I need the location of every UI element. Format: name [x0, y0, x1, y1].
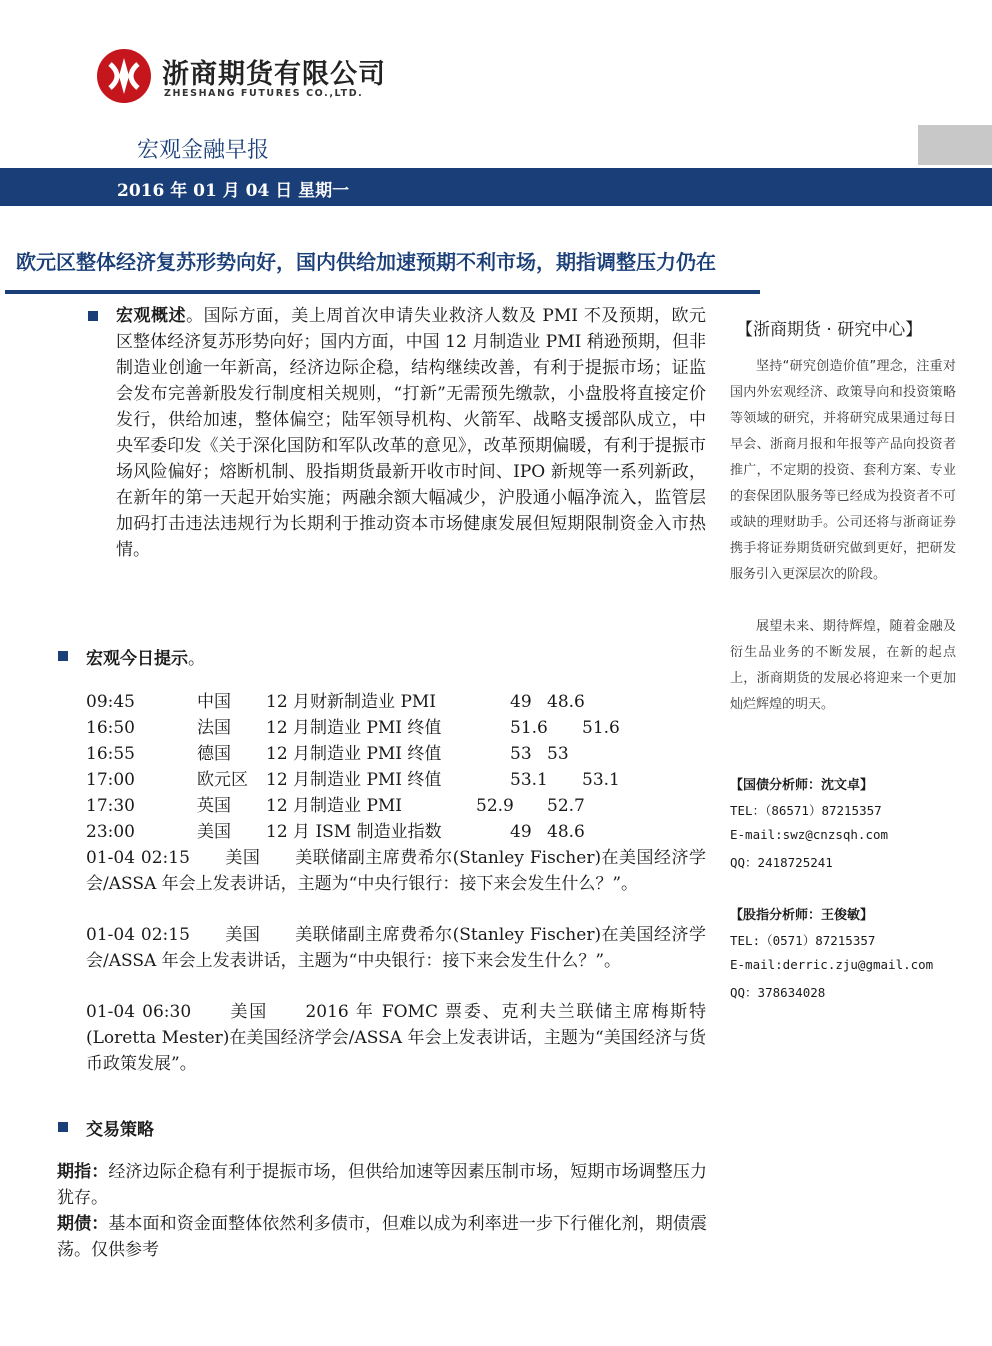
calendar-row	[0, 689, 720, 715]
analyst-name: 【股指分析师：王俊敏】	[730, 908, 874, 923]
calendar-country: 欧元区	[197, 770, 248, 790]
company-name-cn: 浙商期货有限公司	[162, 59, 386, 90]
headline: 欧元区整体经济复苏形势向好，国内供给加速预期不利市场，期指调整压力仍在	[16, 250, 716, 274]
calendar-expected: 53	[547, 744, 569, 764]
calendar-row	[0, 793, 720, 819]
calendar-event: 12 月制造业 PMI 终值	[266, 744, 442, 764]
calendar-row	[0, 819, 720, 845]
headline-divider	[5, 290, 760, 294]
calendar-event: 12 月制造业 PMI 终值	[266, 718, 442, 738]
calendar-event-note: 01-04 06:30 美国 2016 年 FOMC 票委、克利夫兰联储主席梅斯特(Loretta Mester)在美国经济学会/ASSA 年会上发表讲话，主题为“美国经济与货币政策发展”。	[86, 1002, 706, 1074]
report-date: 2016 年 01 月 04 日 星期一	[117, 181, 350, 201]
company-logo-icon	[96, 48, 152, 104]
calendar-expected: 52.7	[547, 796, 585, 816]
calendar-time: 17:30	[86, 796, 135, 816]
analyst-tel: TEL:（0571）87215357	[730, 933, 876, 948]
analyst-name: 【国债分析师：沈文卓】	[730, 778, 874, 793]
calendar-country: 法国	[197, 718, 231, 738]
calendar-expected: 53.1	[582, 770, 620, 790]
bullet-icon	[88, 311, 98, 321]
calendar-country: 德国	[197, 744, 231, 764]
calendar-event: 12 月制造业 PMI	[266, 796, 402, 816]
sidebar-outlook: 展望未来、期待辉煌，随着金融及衍生品业务的不断发展，在新的起点上，浙商期货的发展必将迎来一个更加灿烂辉煌的明天。	[730, 619, 956, 712]
calendar-time: 16:55	[86, 744, 135, 764]
bullet-icon	[58, 1122, 68, 1132]
calendar-expected: 48.6	[547, 692, 585, 712]
calendar-row	[0, 715, 720, 741]
strategy-heading: 交易策略	[86, 1120, 154, 1140]
calendar-previous: 49	[510, 822, 532, 842]
strategy-index-futures: 期指：经济边际企稳有利于提振市场，但供给加速等因素压制市场，短期市场调整压力犹存。	[57, 1162, 708, 1208]
analyst-qq: QQ：2418725241	[730, 855, 833, 870]
calendar-event: 12 月财新制造业 PMI	[266, 692, 436, 712]
calendar-previous: 53.1	[510, 770, 548, 790]
calendar-previous: 52.9	[476, 796, 514, 816]
calendar-expected: 48.6	[547, 822, 585, 842]
calendar-country: 英国	[197, 796, 231, 816]
calendar-time: 16:50	[86, 718, 135, 738]
sidebar-intro: 坚持“研究创造价值”理念，注重对国内外宏观经济、政策导向和投资策略等领域的研究，并将研究成果通过每日早会、浙商月报和年报等产品向投资者推广，不定期的投资、套利方案、专业的套保团队服务等已经成为投资者不可或缺的理财助手。公司还将与浙商证券携手将证券期货研究做到更好，把研发服务引入更深层次的阶段。	[730, 359, 956, 582]
calendar-country: 美国	[197, 822, 231, 842]
calendar-event-note: 01-04 02:15 美国 美联储副主席费希尔(Stanley Fischer)在美国经济学会/ASSA 年会上发表讲话，主题为“中央银行：接下来会发生什么？”。	[86, 925, 706, 971]
report-title: 宏观金融早报	[137, 138, 270, 163]
calendar-time: 23:00	[86, 822, 135, 842]
analyst-qq: QQ：378634028	[730, 985, 826, 1000]
today-heading: 宏观今日提示。	[86, 649, 205, 669]
calendar-previous: 49	[510, 692, 532, 712]
calendar-time: 17:00	[86, 770, 135, 790]
analyst-tel: TEL：（86571）87215357	[730, 803, 882, 818]
calendar-event-note: 01-04 02:15 美国 美联储副主席费希尔(Stanley Fischer)在美国经济学会/ASSA 年会上发表讲话，主题为“中央行银行：接下来会发生什么？”。	[86, 848, 706, 894]
calendar-expected: 51.6	[582, 718, 620, 738]
calendar-row	[0, 767, 720, 793]
sidebar-heading: 【浙商期货 · 研究中心】	[736, 320, 923, 340]
company-name-en: ZHESHANG FUTURES CO.,LTD.	[164, 88, 364, 99]
header-gray-block	[918, 125, 992, 165]
calendar-event: 12 月制造业 PMI 终值	[266, 770, 442, 790]
bullet-icon	[58, 651, 68, 661]
strategy-bond-futures: 期债：基本面和资金面整体依然利多债市，但难以成为利率进一步下行催化剂，期债震荡。仅供参考	[57, 1214, 708, 1260]
overview-label: 宏观概述	[116, 306, 187, 326]
calendar-previous: 53	[510, 744, 532, 764]
analyst-email[interactable]: E-mail:swz@cnzsqh.com	[730, 827, 889, 842]
calendar-row	[0, 741, 720, 767]
calendar-time: 09:45	[86, 692, 135, 712]
calendar-event: 12 月 ISM 制造业指数	[266, 822, 442, 842]
overview-text: 。国际方面，美上周首次申请失业救济人数及 PMI 不及预期，欧元区整体经济复苏形势向好；国内方面，中国 12 月制造业 PMI 稍逊预期，但非制造业创逾一年新高，经济边际企稳，结构继续改善，有利于提振市场；证监会发布完善新股发行制度相关规则，“打新”无需预先缴款，小盘股将直接定价发行，供给加速，整体偏空；陆军领导机构、火箭军、战略支援部队成立，中央军委印发《关于深化国防和军队改革的意见》，改革预期偏暖，有利于提振市场风险偏好；熔断机制、股指期货最新开收市时间、IPO 新规等一系列新政，在新年的第一天起开始实施；两融余额大幅减少，沪股通小幅净流入，监管层加码打击违法违规行为长期利于推动资本市场健康发展但短期限制资金入市热情。	[116, 306, 706, 560]
calendar-previous: 51.6	[510, 718, 548, 738]
calendar-country: 中国	[197, 692, 231, 712]
macro-overview	[116, 303, 706, 563]
analyst-email[interactable]: E-mail:derric.zju@gmail.com	[730, 957, 934, 972]
